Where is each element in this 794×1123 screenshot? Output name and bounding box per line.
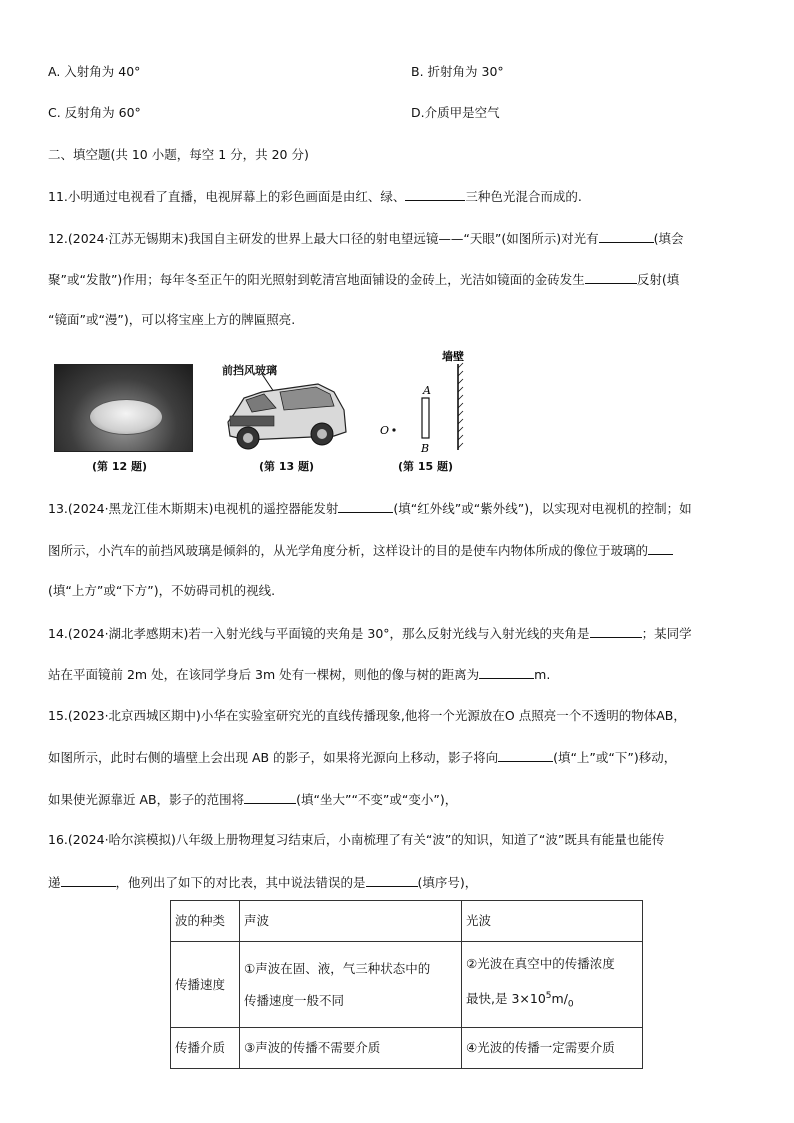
question-11 bbox=[48, 187, 582, 206]
q16-text-post: (填序号)， bbox=[417, 875, 478, 890]
q16-blank-1[interactable] bbox=[61, 873, 116, 887]
q14-text-pre-2: 站在平面镜前 2m 处，在该同学身后 3m 处有一棵树，则他的像与树的距离为 bbox=[48, 667, 480, 682]
speed-exponent: 5 bbox=[545, 991, 552, 1002]
q11-text-pre: 11.小明通过电视看了直播，电视屏幕上的彩色画面是由红、绿、 bbox=[48, 189, 406, 204]
row-label-medium: 传播介质 bbox=[171, 1028, 240, 1069]
option-d: D.介质甲是空气 bbox=[411, 105, 500, 120]
question-12-line-3: “镜面”或“漫”)，可以将宝座上方的牌匾照亮. bbox=[48, 312, 296, 327]
car-illustration bbox=[222, 370, 352, 455]
q12-text-pre: 12.(2024·江苏无锡期末)我国自主研发的世界上最大口径的射电望远镜——“天眼”(如图所示)对光有 bbox=[48, 231, 599, 246]
cell-sound-medium: ③声波的传播不需要介质 bbox=[240, 1028, 462, 1069]
question-16-line-1: 16.(2024·哈尔滨模拟)八年级上册物理复习结束后，小南梳理了有关“波”的知识，知道了“波”既具有能量也能传 bbox=[48, 832, 665, 847]
q12-text-post: (填会 bbox=[653, 231, 684, 246]
option-b: B. 折射角为 30° bbox=[411, 64, 504, 79]
q12-blank-2[interactable] bbox=[585, 270, 637, 284]
object-ab bbox=[422, 398, 429, 438]
cell-light-speed bbox=[462, 942, 643, 1028]
question-16-line-2 bbox=[48, 873, 477, 892]
cell-light-speed-line-2 bbox=[466, 985, 638, 1016]
header-wave-type: 波的种类 bbox=[171, 901, 240, 942]
q14-blank-2[interactable] bbox=[479, 665, 534, 679]
telescope-photo bbox=[54, 364, 193, 452]
question-13-line-3: (填“上方”或“下方”)，不妨碍司机的视线. bbox=[48, 583, 276, 598]
cell-sound-speed-line-2: 传播速度一般不同 bbox=[244, 992, 345, 1008]
telescope-dish bbox=[89, 399, 163, 435]
cell-sound-speed bbox=[240, 942, 462, 1028]
table-row bbox=[171, 1028, 643, 1069]
wall-label: 墙壁 bbox=[442, 350, 464, 363]
speed-unit-subscript: 0 bbox=[567, 999, 574, 1010]
q15-blank-2[interactable] bbox=[244, 790, 296, 804]
q14-text-pre: 14.(2024·湖北孝感期末)若一入射光线与平面镜的夹角是 30°，那么反射光线与入射光线的夹角是 bbox=[48, 626, 590, 641]
q15-text-post-3: (填“坐大”“不变”或“变小”)， bbox=[296, 792, 458, 807]
q13-blank-2[interactable] bbox=[648, 541, 673, 555]
q13-text-post: (填“红外线”或“紫外线”)，以实现对电视机的控制；如 bbox=[393, 501, 692, 516]
figure-13-caption: (第 13 题) bbox=[259, 460, 315, 473]
q13-text-pre: 13.(2024·黑龙江佳木斯期末)电视机的遥控器能发射 bbox=[48, 501, 339, 516]
speed-unit: m/ bbox=[551, 991, 568, 1007]
question-15-line-3 bbox=[48, 790, 457, 809]
q16-blank-2[interactable] bbox=[366, 873, 418, 887]
label-b: B bbox=[421, 442, 430, 455]
option-a: A. 入射角为 40° bbox=[48, 64, 141, 79]
q15-text-pre-3: 如果使光源靠近 AB，影子的范围将 bbox=[48, 792, 245, 807]
q14-text-post: ；某同学 bbox=[641, 626, 692, 641]
question-13-line-1 bbox=[48, 499, 692, 518]
shadow-diagram bbox=[372, 350, 472, 460]
figure-15-caption: (第 15 题) bbox=[398, 460, 454, 473]
question-12-line-2 bbox=[48, 270, 679, 289]
q12-text-pre-2: 聚”或“发散”)作用；每年冬至正午的阳光照射到乾清宫地面铺设的金砖上，光洁如镜面的金砖发生 bbox=[48, 272, 585, 287]
q12-text-post-2: 反射(填 bbox=[636, 272, 680, 287]
label-a: A bbox=[423, 384, 431, 397]
q15-text-post-2: (填“上”或“下”)移动， bbox=[553, 750, 677, 765]
q15-blank-1[interactable] bbox=[498, 748, 553, 762]
label-o: O bbox=[380, 424, 390, 437]
q11-text-post: 三种色光混合而成的. bbox=[465, 189, 582, 204]
speed-value-base: 最快,是 3×10 bbox=[466, 991, 546, 1007]
table-row bbox=[171, 901, 643, 942]
section-title: 二、填空题(共 10 小题，每空 1 分，共 20 分) bbox=[48, 147, 309, 162]
q15-text-pre-2: 如图所示，此时右侧的墙壁上会出现 AB 的影子，如果将光源向上移动，影子将向 bbox=[48, 750, 499, 765]
question-15-line-2 bbox=[48, 748, 676, 767]
q11-blank[interactable] bbox=[405, 187, 465, 201]
cell-sound-speed-line-1: ①声波在固、液，气三种状态中的 bbox=[244, 960, 431, 976]
light-source-point bbox=[392, 428, 395, 431]
row-label-speed: 传播速度 bbox=[171, 942, 240, 1028]
q13-text-2: 图所示，小汽车的前挡风玻璃是倾斜的，从光学角度分析，这样设计的目的是使车内物体所成的像位于玻璃的 bbox=[48, 543, 649, 558]
q14-blank-1[interactable] bbox=[590, 624, 642, 638]
q16-text-mid: ，他列出了如下的对比表，其中说法错误的是 bbox=[115, 875, 366, 890]
option-c: C. 反射角为 60° bbox=[48, 105, 141, 120]
header-light-wave: 光波 bbox=[462, 901, 643, 942]
header-sound-wave: 声波 bbox=[240, 901, 462, 942]
question-15-line-1: 15.(2023·北京西城区期中)小华在实验室研究光的直线传播现象,他将一个光源放在O 点照亮一个不透明的物体AB， bbox=[48, 708, 686, 723]
question-14-line-2 bbox=[48, 665, 550, 684]
windshield-label: 前挡风玻璃 bbox=[222, 364, 277, 377]
question-14-line-1 bbox=[48, 624, 692, 643]
q16-text-pre: 递 bbox=[48, 875, 61, 890]
cell-light-medium: ④光波的传播一定需要介质 bbox=[462, 1028, 643, 1069]
question-12-line-1 bbox=[48, 229, 684, 248]
figure-12-caption: (第 12 题) bbox=[92, 460, 148, 473]
table-row bbox=[171, 942, 643, 1028]
wave-comparison-table bbox=[170, 900, 643, 1069]
q13-blank-1[interactable] bbox=[338, 499, 393, 513]
cell-light-speed-line-1: ②光波在真空中的传播浓度 bbox=[466, 956, 615, 972]
q12-blank-1[interactable] bbox=[599, 229, 654, 243]
q14-text-post-2: m. bbox=[534, 667, 551, 682]
question-13-line-2 bbox=[48, 541, 673, 560]
